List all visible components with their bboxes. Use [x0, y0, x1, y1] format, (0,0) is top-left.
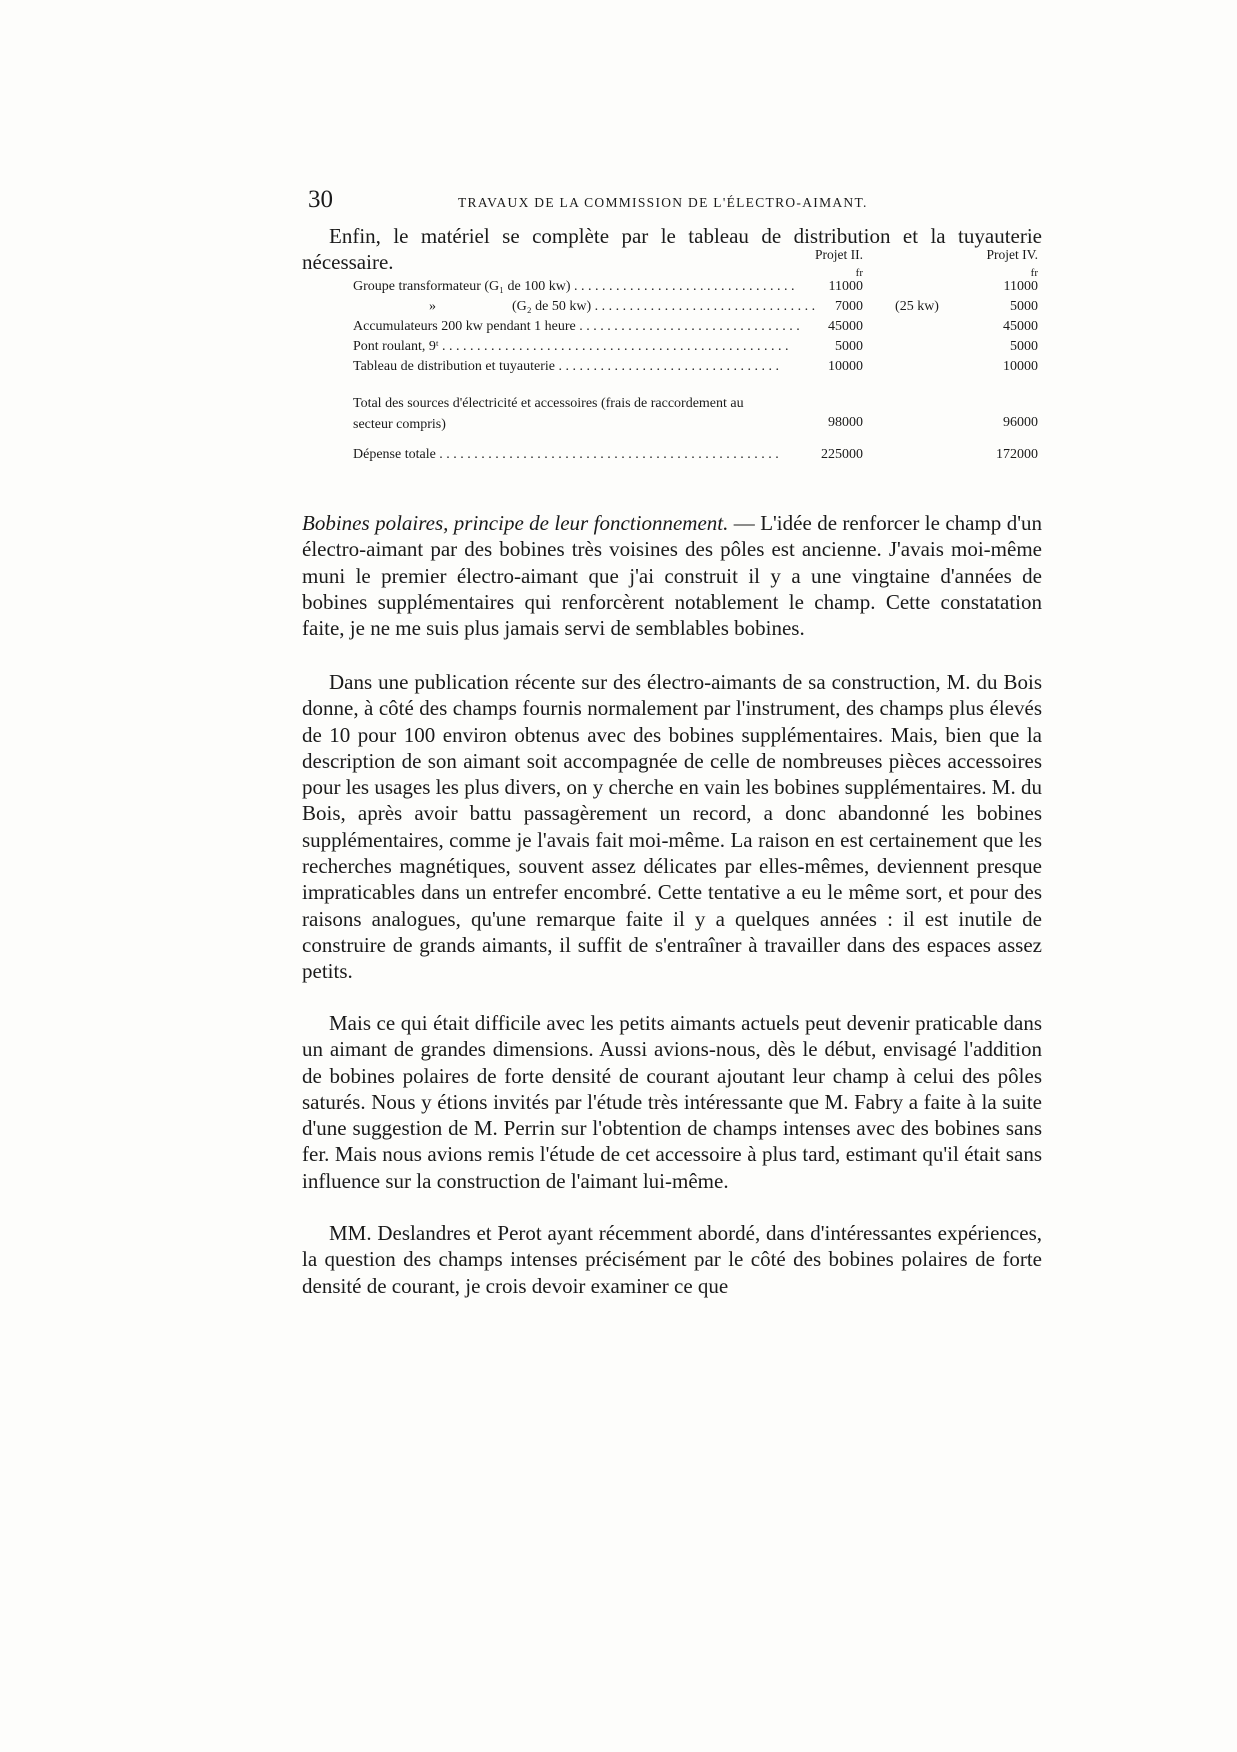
column-header-projet-ii: Projet II. — [815, 247, 863, 262]
total-row — [353, 447, 1043, 467]
row-label: Accumulateurs 200 kw pendant 1 heure . . . . . . . . . . . . . . . . . . . . . . . . . . . . . . . . — [353, 319, 800, 334]
cell-projet-ii: 10000 — [828, 359, 863, 374]
row-label: » (G₂ de 50 kw) . . . . . . . . . . . . . . . . . . . . . . . . . . . . . . . . — [429, 299, 816, 314]
subtotal-projet-iv: 96000 — [1003, 415, 1038, 430]
cell-note: (25 kw) — [895, 299, 939, 314]
subtotal-projet-ii: 98000 — [828, 415, 863, 430]
total-label: Dépense totale . . . . . . . . . . . . . . . . . . . . . . . . . . . . . . . . . . . . . . . . . . . . . . . . . — [353, 447, 779, 462]
row-label: Pont roulant, 9ᵗ . . . . . . . . . . . . . . . . . . . . . . . . . . . . . . . . . . . . . . . . . . . . . . . . . . — [353, 339, 789, 354]
subtotal-row — [353, 393, 1043, 437]
unit-label: fr — [855, 267, 863, 279]
cell-projet-ii: 5000 — [835, 339, 863, 354]
cell-projet-ii: 11000 — [828, 279, 863, 294]
column-header-projet-iv: Projet IV. — [986, 247, 1038, 262]
body-paragraph — [302, 1010, 1042, 1194]
body-paragraph — [302, 669, 1042, 985]
paragraph-text: Dans une publication récente sur des électro-aimants de sa construction, M. du Bois donne, à côté des champs fournis normalement par l'instrument, des champs plus élevés de 10 pour 100 environ obtenus avec des bobines supplémentaires. Mais, bien que la description de son aimant soit accompagnée de celle de nombreuses pièces accessoires pour les usages les plus divers, on y cherche en vain les bobines supplémentaires. M. du Bois, après avoir battu passagèrement un record, a donc abandonné les bobines supplémentaires, comme je l'avais fait moi-même. La raison en est certainement que les recherches magnétiques, souvent assez délicates par elles-mêmes, deviennent presque impraticables dans un entrefer encombré. Cette tentative a eu le même sort, et pour des raisons analogues, qu'une remarque faite il y a quelques années : il est inutile de construire de grands aimants, il suffit de s'entraîner à travailler dans des espaces assez petits. — [302, 670, 1042, 984]
cell-projet-ii: 45000 — [828, 319, 863, 334]
cell-projet-iv: 10000 — [1003, 359, 1038, 374]
row-label: Tableau de distribution et tuyauterie . . . . . . . . . . . . . . . . . . . . . . . . . . . . . . . . — [353, 359, 779, 374]
table-row — [353, 279, 1043, 299]
cell-projet-iv: 5000 — [1010, 299, 1038, 314]
body-paragraph — [302, 510, 1042, 641]
running-head: TRAVAUX DE LA COMMISSION DE L'ÉLECTRO-AIMANT. — [458, 195, 868, 210]
paragraph-text: — L'idée de renforcer le champ d'un électro-aimant par des bobines très voisines des pôles est ancienne. J'avais moi-même muni le premier électro-aimant que j'ai construit il y a une vingtaine d'années de bobines supplémentaires qui renforcèrent notablement le champ. Cette constatation faite, je ne me suis plus jamais servi de semblables bobines. — [302, 511, 1043, 641]
total-projet-ii: 225000 — [821, 447, 863, 462]
table-row — [353, 299, 1043, 319]
body-paragraph — [302, 1220, 1042, 1299]
cell-projet-iv: 5000 — [1010, 339, 1038, 354]
cell-projet-iv: 11000 — [1003, 279, 1038, 294]
table-header-row — [353, 247, 1043, 267]
total-projet-iv: 172000 — [996, 447, 1038, 462]
unit-label: fr — [1030, 267, 1038, 279]
section-heading: Bobines polaires, principe de leur fonctionnement. — [302, 511, 729, 535]
intro-text: Enfin, le matériel se complète par le tableau de distribution et la tuyauterie nécessaire. — [302, 224, 1042, 275]
row-label: Groupe transformateur (G₁ de 100 kw) . . . . . . . . . . . . . . . . . . . . . . . . . . . . . . . . — [353, 279, 795, 294]
paragraph-text: Mais ce qui était difficile avec les petits aimants actuels peut devenir praticable dans un aimant de grandes dimensions. Aussi avions-nous, dès le début, envisagé l'addition de bobines polaires de forte densité de courant ajoutant leur champ à celui des pôles saturés. Nous y étions invités par l'étude très intéressante que M. Fabry a faite à la suite d'une suggestion de M. Perrin sur l'obtention de champs intenses avec des bobines sans fer. Mais nous avions remis l'étude de cet accessoire à plus tard, estimant qu'il était sans influence sur la construction de l'aimant lui-même. — [302, 1011, 1042, 1193]
cell-projet-iv: 45000 — [1003, 319, 1038, 334]
page-header — [308, 186, 1068, 213]
subtotal-label: Total des sources d'électricité et accessoires (frais de raccordement au secteur compris) — [353, 396, 744, 432]
table-row — [353, 319, 1043, 339]
paragraph-text: MM. Deslandres et Perot ayant récemment abordé, dans d'intéressantes expériences, la question des champs intenses précisément par le côté des bobines polaires de forte densité de courant, je crois devoir examiner ce que — [302, 1221, 1042, 1298]
cell-projet-ii: 7000 — [835, 299, 863, 314]
table-row — [353, 339, 1043, 359]
table-row — [353, 359, 1043, 379]
page-number: 30 — [308, 186, 333, 213]
